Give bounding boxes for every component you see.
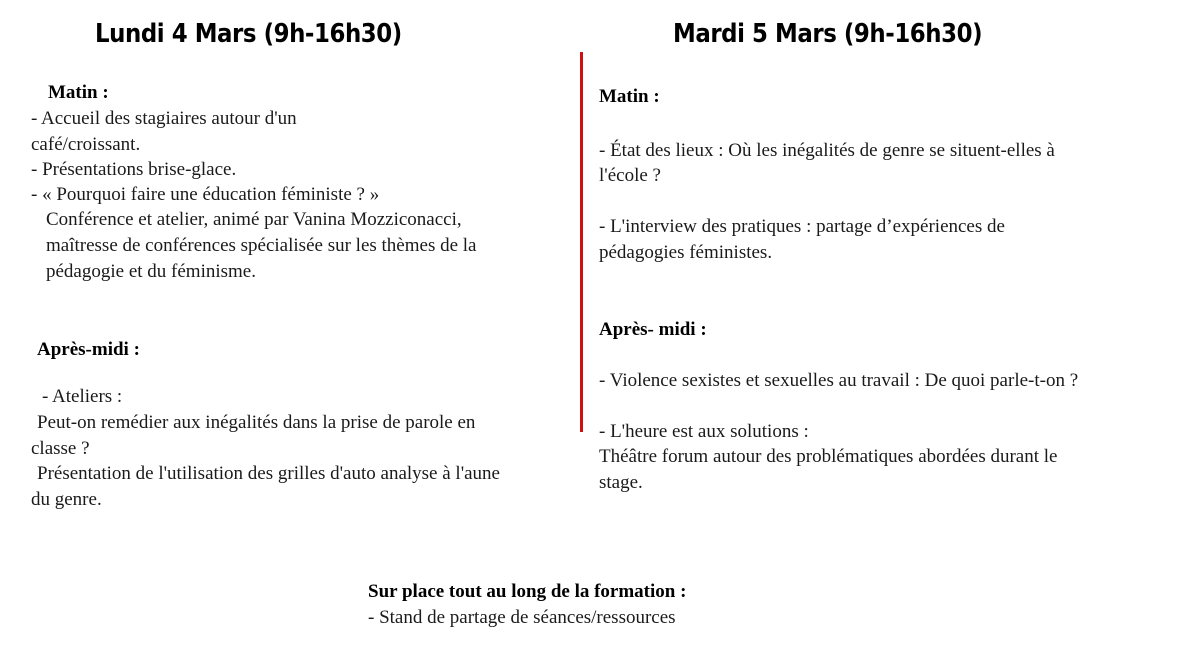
- onsite-heading: Sur place tout au long de la formation :: [368, 581, 687, 602]
- day1-afternoon-line: du genre.: [31, 489, 102, 510]
- onsite-line: - Stand de partage de séances/ressources: [368, 607, 676, 628]
- day2-morning-line: l'école ?: [599, 165, 661, 186]
- day1-morning-line: - Accueil des stagiaires autour d'un: [31, 108, 297, 129]
- day2-afternoon-heading: Après- midi :: [599, 319, 707, 340]
- day1-afternoon-line: Présentation de l'utilisation des grilles d'auto analyse à l'aune: [37, 463, 500, 484]
- day1-afternoon-line: - Ateliers :: [42, 386, 123, 407]
- day2-morning-line: pédagogies féministes.: [599, 242, 773, 263]
- column-divider: [580, 52, 583, 432]
- day2-afternoon-line: - L'heure est aux solutions :: [599, 421, 809, 442]
- day2-title: Mardi 5 Mars (9h-16h30): [673, 19, 983, 49]
- day1-morning-line: - « Pourquoi faire une éducation féministe ? »: [31, 184, 380, 205]
- day1-morning-line: Conférence et atelier, animé par Vanina Mozziconacci,: [46, 209, 462, 230]
- day1-morning-line: - Présentations brise-glace.: [31, 159, 237, 180]
- day1-morning-heading: Matin :: [48, 82, 109, 103]
- day1-afternoon-heading: Après-midi :: [37, 339, 140, 360]
- day2-morning-line: - L'interview des pratiques : partage d’expériences de: [599, 216, 1005, 237]
- day2-afternoon-line: stage.: [599, 472, 643, 493]
- day2-afternoon-line: Théâtre forum autour des problématiques abordées durant le: [599, 446, 1058, 467]
- day2-afternoon-line: - Violence sexistes et sexuelles au travail : De quoi parle-t-on ?: [599, 370, 1079, 391]
- day1-morning-line: maîtresse de conférences spécialisée sur les thèmes de la: [46, 235, 477, 256]
- day1-title: Lundi 4 Mars (9h-16h30): [95, 19, 402, 49]
- day1-afternoon-line: Peut-on remédier aux inégalités dans la prise de parole en: [37, 412, 476, 433]
- day2-morning-line: - État des lieux : Où les inégalités de genre se situent-elles à: [599, 140, 1055, 161]
- day1-morning-line: café/croissant.: [31, 134, 141, 155]
- day1-afternoon-line: classe ?: [31, 438, 90, 459]
- day1-morning-line: pédagogie et du féminisme.: [46, 261, 256, 282]
- day2-morning-heading: Matin :: [599, 86, 660, 107]
